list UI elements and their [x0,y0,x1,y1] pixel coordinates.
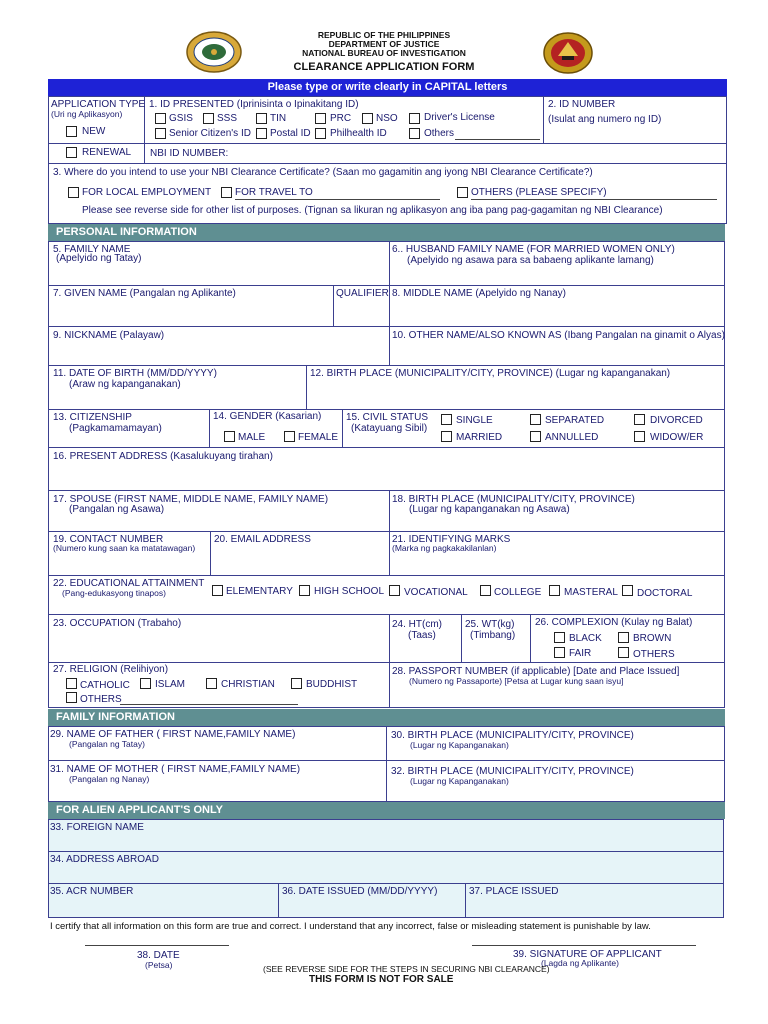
certification-statement: I certify that all information on this form are true and correct. I understand that any incorrect, false or misleading statement is punishable by law. [50,921,651,932]
qualifier-label: QUALIFIER [336,288,389,299]
signature-line[interactable] [472,945,696,946]
senior-id-checkbox[interactable] [155,128,166,139]
other-name-label: 10. OTHER NAME/ALSO KNOWN AS (Ibang Pangalan na ginamit o Alyas) [392,330,725,341]
doctoral-label: DOCTORAL [637,588,693,599]
tin-label: TIN [270,113,287,124]
father-birth-place-sub: (Lugar ng Kapanganakan) [410,740,509,750]
travel-checkbox[interactable] [221,187,232,198]
prc-label: PRC [330,113,352,124]
purpose-question: 3. Where do you intend to use your NBI Clearance Certificate? (Saan mo gagamitin ang iyong NBI Clearance Certificate?) [53,167,593,178]
travel-label: FOR TRAVEL TO [235,187,313,198]
id-presented-label: 1. ID PRESENTED (Iprinisinta o Ipinakitang ID) [149,99,359,110]
single-checkbox[interactable] [441,414,452,425]
contact-number-label: 19. CONTACT NUMBER [53,534,164,545]
postal-id-label: Postal ID [270,128,311,139]
spouse-label: 17. SPOUSE (FIRST NAME, MIDDLE NAME, FAMILY NAME) [53,494,329,505]
id-number-sub: (Isulat ang numero ng ID) [548,114,662,125]
buddhist-label: BUDDHIST [306,679,358,690]
philhealth-label: Philhealth ID [330,128,387,139]
height-label: 24. HT(cm) [392,619,442,630]
form-title: CLEARANCE APPLICATION FORM [293,61,475,73]
single-label: SINGLE [456,415,493,426]
section-personal-info: PERSONAL INFORMATION [48,224,725,241]
widow-label: WIDOW/ER [650,432,704,443]
date-of-birth-sub: (Araw ng kapanganakan) [69,379,181,390]
complexion-label: 26. COMPLEXION (Kulay ng Balat) [535,617,693,628]
birth-place-label: 12. BIRTH PLACE (MUNICIPALITY/CITY, PROVINCE) (Lugar ng kapanganakan) [310,368,671,379]
masteral-checkbox[interactable] [549,585,560,596]
civil-status-label: 15. CIVIL STATUS [346,412,429,423]
nickname-label: 9. NICKNAME (Palayaw) [53,330,165,341]
father-birth-place-label: 30. BIRTH PLACE (MUNICIPALITY/CITY, PROVINCE) [391,730,634,741]
place-issued-label: 37. PLACE ISSUED [469,886,559,897]
foreign-name-label: 33. FOREIGN NAME [50,822,144,833]
section-family-info: FAMILY INFORMATION [48,709,725,726]
date-sub: (Petsa) [145,960,173,970]
family-name-label: 5. FAMILY NAME [53,244,131,255]
male-label: MALE [238,432,266,443]
gsis-label: GSIS [169,113,193,124]
signature-sub: (Lagda ng Aplikante) [541,958,619,968]
occupation-label: 23. OCCUPATION (Trabaho) [53,618,182,629]
new-label: NEW [82,126,106,137]
others-religion-checkbox[interactable] [66,692,77,703]
middle-name-label: 8. MIDDLE NAME (Apelyido ng Nanay) [392,288,566,299]
gsis-checkbox[interactable] [155,113,166,124]
identifying-marks-sub: (Marka ng pagkakakilanlan) [392,543,497,553]
drivers-license-label: Driver's License [424,112,495,123]
id-number-label: 2. ID NUMBER [548,99,616,110]
separated-checkbox[interactable] [530,414,541,425]
height-sub: (Taas) [408,630,436,641]
senior-id-label: Senior Citizen's ID [169,128,251,139]
mother-name-sub: (Pangalan ng Nanay) [69,774,150,784]
mother-birth-place-label: 32. BIRTH PLACE (MUNICIPALITY/CITY, PROVINCE) [391,766,634,777]
separated-label: SEPARATED [545,415,605,426]
date-issued-label: 36. DATE ISSUED (MM/DD/YYYY) [282,886,438,897]
address-abroad-label: 34. ADDRESS ABROAD [50,854,159,865]
christian-checkbox[interactable] [206,678,217,689]
islam-label: ISLAM [155,679,186,690]
citizenship-label: 13. CITIZENSHIP [53,412,132,423]
doctoral-checkbox[interactable] [622,585,633,596]
others-purpose-label: OTHERS (PLEASE SPECIFY) [471,187,607,198]
catholic-checkbox[interactable] [66,678,77,689]
buddhist-checkbox[interactable] [291,678,302,689]
masteral-label: MASTERAL [564,587,618,598]
tin-checkbox[interactable] [256,113,267,124]
father-name-sub: (Pangalan ng Tatay) [69,739,145,749]
renewal-checkbox[interactable] [66,147,77,158]
fair-label: FAIR [569,648,592,659]
high-school-checkbox[interactable] [299,585,310,596]
divorced-checkbox[interactable] [634,414,645,425]
citizenship-sub: (Pagkamamamayan) [69,423,162,434]
brown-label: BROWN [633,633,672,644]
travel-destination-line[interactable] [235,199,440,200]
signature-label: 39. SIGNATURE OF APPLICANT [513,949,662,960]
alien-box [48,819,724,918]
vocational-checkbox[interactable] [389,585,400,596]
weight-sub: (Timbang) [470,630,516,641]
religion-label: 27. RELIGION (Relihiyon) [53,664,169,675]
date-signature-line[interactable] [85,945,229,946]
nso-checkbox[interactable] [362,113,373,124]
section-alien-applicant: FOR ALIEN APPLICANT'S ONLY [48,802,725,819]
spouse-birth-place-sub: (Lugar ng kapanganakan ng Asawa) [409,504,570,515]
nso-label: NSO [376,113,398,124]
present-address-label: 16. PRESENT ADDRESS (Kasalukuyang tirahan) [53,451,273,462]
college-checkbox[interactable] [480,585,491,596]
civil-status-sub: (Katayuang Sibil) [351,423,428,434]
others-complexion-label: OTHERS [633,649,675,660]
gender-label: 14. GENDER (Kasarian) [213,411,322,422]
male-checkbox[interactable] [224,431,235,442]
education-label: 22. EDUCATIONAL ATTAINMENT [53,578,205,589]
contact-number-sub: (Numero kung saan ka matatawagan) [53,543,196,553]
acr-number-label: 35. ACR NUMBER [50,886,134,897]
married-label: MARRIED [456,432,503,443]
father-name-label: 29. NAME OF FATHER ( FIRST NAME,FAMILY NAME) [50,729,296,740]
others-purpose-checkbox[interactable] [457,187,468,198]
family-name-sub: (Apelyido ng Tatay) [56,253,142,264]
widow-checkbox[interactable] [634,431,645,442]
weight-label: 25. WT(kg) [465,619,515,630]
christian-label: CHRISTIAN [221,679,275,690]
local-employment-label: FOR LOCAL EMPLOYMENT [82,187,212,198]
drivers-license-checkbox[interactable] [409,113,420,124]
female-label: FEMALE [298,432,339,443]
others-religion-label: OTHERS [80,694,122,705]
divorced-label: DIVORCED [650,415,703,426]
spouse-sub: (Pangalan ng Asawa) [69,504,165,515]
husband-family-name-sub: (Apelyido ng asawa para sa babaeng aplikante lamang) [407,255,654,266]
others-id-line[interactable] [455,139,540,140]
passport-sub: (Numero ng Passaporte) [Petsa at Lugar kung saan isyu] [409,676,624,686]
header-bureau: NATIONAL BUREAU OF INVESTIGATION [302,48,466,58]
brown-checkbox[interactable] [618,632,629,643]
nbi-id-label: NBI ID NUMBER: [150,148,229,159]
instruction-banner: Please type or write clearly in CAPITAL letters [48,79,727,96]
catholic-label: CATHOLIC [80,680,130,691]
others-religion-line[interactable] [120,704,298,705]
mother-birth-place-sub: (Lugar ng Kapanganakan) [410,776,509,786]
annulled-checkbox[interactable] [530,431,541,442]
header-department: DEPARTMENT OF JUSTICE [328,39,440,49]
email-label: 20. EMAIL ADDRESS [214,534,311,545]
black-label: BLACK [569,633,602,644]
reverse-side-note: (SEE REVERSE SIDE FOR THE STEPS IN SECURING NBI CLEARANCE) [263,964,550,974]
fair-checkbox[interactable] [554,647,565,658]
postal-id-checkbox[interactable] [256,128,267,139]
local-employment-checkbox[interactable] [68,187,79,198]
female-checkbox[interactable] [284,431,295,442]
vocational-label: VOCATIONAL [404,587,468,598]
mother-name-label: 31. NAME OF MOTHER ( FIRST NAME,FAMILY NAME) [50,764,301,775]
others-id-checkbox[interactable] [409,128,420,139]
elementary-checkbox[interactable] [212,585,223,596]
app-type-sub: (Uri ng Aplikasyon) [51,109,123,119]
annulled-label: ANNULLED [545,432,599,443]
header-republic: REPUBLIC OF THE PHILIPPINES [317,30,451,40]
sss-label: SSS [217,113,238,124]
identifying-marks-label: 21. IDENTIFYING MARKS [392,534,511,545]
app-type-label: APPLICATION TYPE [51,99,146,110]
education-sub: (Pang-edukasyong tinapos) [62,588,166,598]
not-for-sale-note: THIS FORM IS NOT FOR SALE [309,974,454,985]
passport-label: 28. PASSPORT NUMBER (if applicable) [Date and Place Issued] [392,666,680,677]
purpose-note: Please see reverse side for other list of purposes. (Tignan sa likuran ng aplikasyon ang iba pang pag-gagamitan ng NBI Clearance) [82,205,663,216]
others-complexion-checkbox[interactable] [618,647,629,658]
given-name-label: 7. GIVEN NAME (Pangalan ng Aplikante) [53,288,236,299]
date-label: 38. DATE [137,950,180,961]
date-of-birth-label: 11. DATE OF BIRTH (MM/DD/YYYY) [53,368,217,379]
husband-family-name-label: 6.. HUSBAND FAMILY NAME (FOR MARRIED WOMEN ONLY) [392,244,675,255]
college-label: COLLEGE [494,587,542,598]
married-checkbox[interactable] [441,431,452,442]
elementary-label: ELEMENTARY [226,586,293,597]
others-purpose-line[interactable] [471,199,717,200]
high-school-label: HIGH SCHOOL [314,586,385,597]
philhealth-checkbox[interactable] [315,128,326,139]
islam-checkbox[interactable] [140,678,151,689]
spouse-birth-place-label: 18. BIRTH PLACE (MUNICIPALITY/CITY, PROVINCE) [392,494,635,505]
others-id-label: Others [424,128,455,139]
new-checkbox[interactable] [66,126,77,137]
sss-checkbox[interactable] [203,113,214,124]
prc-checkbox[interactable] [315,113,326,124]
black-checkbox[interactable] [554,632,565,643]
renewal-label: RENEWAL [82,147,132,158]
